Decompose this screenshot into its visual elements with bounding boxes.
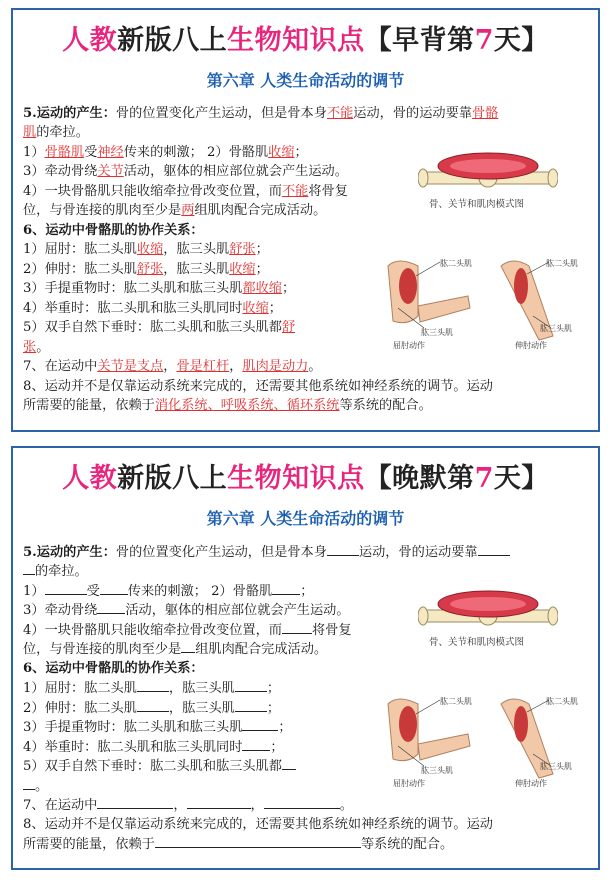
title-day-number: 7 [474, 463, 494, 494]
fill-blank[interactable] [45, 582, 87, 595]
text: 受 [84, 145, 98, 160]
fill-blank[interactable] [282, 621, 312, 634]
text: 5）双手自然下垂时：肱二头肌和肱三头肌都 [23, 320, 282, 335]
text: ； [278, 720, 292, 735]
fill-blank[interactable] [242, 718, 278, 731]
text: ， [250, 798, 264, 813]
fill-blank[interactable] [23, 777, 35, 790]
text-line [23, 144, 308, 162]
answer: 消化系统、呼吸系统、循环系统 [154, 398, 340, 413]
text-line [23, 202, 326, 220]
text: 3）牵动骨绕 [23, 603, 98, 618]
title-day-suffix: 天】 [493, 463, 549, 494]
text: ； [300, 584, 314, 599]
text: 组肌肉配合完成活动。 [194, 203, 327, 218]
biceps-label: 肱二头肌 [440, 259, 472, 268]
text: 。 [35, 779, 49, 794]
figure-caption: 骨、关节和肌肉模式图 [429, 199, 525, 210]
text: ； [255, 262, 269, 277]
text-line [23, 796, 353, 815]
text: ，肱三头肌 [163, 242, 230, 257]
text-line [23, 300, 282, 318]
text: ， [163, 359, 177, 374]
answer: 关节 [97, 164, 124, 179]
triceps-label: 肱三头肌 [540, 324, 572, 333]
fill-blank[interactable] [100, 582, 128, 595]
title-day-suffix: 天】 [493, 25, 549, 56]
answer: 两 [181, 203, 195, 218]
text: 所需要的能量，依赖于 [23, 837, 155, 852]
fill-blank[interactable] [137, 699, 169, 712]
text: ； [266, 681, 281, 696]
title-edition: 新版八上 [117, 25, 228, 56]
title-day-prefix: 【晚默第 [364, 463, 475, 494]
text: ， [229, 359, 243, 374]
answer: 舒张 [136, 262, 164, 277]
answer: 舒 [281, 320, 296, 335]
text-line [23, 163, 348, 181]
text: ，肱三头肌 [168, 681, 235, 696]
text-line [23, 835, 453, 854]
answer: 收缩 [136, 242, 164, 257]
text: 7、在运动中 [23, 798, 98, 813]
fill-blank[interactable] [181, 640, 195, 653]
answer: 收缩 [229, 262, 256, 277]
text-line [23, 543, 510, 562]
text: 位，与骨连接的肌肉至少是 [23, 203, 182, 218]
text: 运动，骨的运动要靠 [358, 545, 478, 560]
text-line: 8、运动并不是仅靠运动系统来完成的，还需要其他系统如神经系统的调节。运动 [23, 817, 493, 832]
text: 2）伸肘：肱二头肌 [23, 262, 137, 277]
triceps-label: 肱三头肌 [540, 762, 572, 771]
extend-label: 伸肘动作 [515, 779, 547, 788]
text: 活动，躯体的相应部位就会产生运动。 [123, 164, 348, 179]
fill-blank[interactable] [97, 601, 125, 614]
text: ； [266, 701, 281, 716]
title-edition: 新版八上 [117, 463, 228, 494]
text-line [23, 358, 322, 376]
text: ； [270, 740, 284, 755]
text: 骨的位置变化产生运动，但是骨本身 [115, 106, 327, 121]
fill-blank[interactable] [264, 796, 340, 809]
text-line [23, 640, 327, 659]
section-label: 5.运动的产生： [23, 106, 116, 121]
answer: 收缩 [242, 301, 269, 316]
flex-label: 屈肘动作 [393, 341, 425, 350]
text: ； [294, 145, 308, 160]
text: ，肱三头肌 [168, 701, 235, 716]
text: 运动，骨的运动要靠 [353, 106, 472, 121]
fill-blank[interactable] [242, 738, 270, 751]
fill-blank[interactable] [235, 699, 267, 712]
fill-blank[interactable] [478, 543, 510, 556]
text-line [23, 718, 292, 737]
text-line [23, 621, 352, 640]
fill-blank[interactable] [137, 679, 169, 692]
text: 1）屈肘：肱二头肌 [23, 242, 137, 257]
text: 2）伸肘：肱二头肌 [23, 701, 137, 716]
triceps-label: 肱三头肌 [421, 766, 453, 775]
text: 。 [308, 359, 322, 374]
answer: 不能 [281, 184, 309, 199]
answer: 神经 [97, 145, 124, 160]
text: 活动，躯体的相应部位就会产生运动。 [125, 603, 350, 618]
text-line [23, 105, 498, 123]
text: 传来的刺激； 2）骨骼肌 [127, 584, 273, 599]
answer: 收缩 [268, 145, 295, 160]
figure-caption: 骨、关节和肌肉模式图 [429, 637, 525, 648]
fill-blank[interactable] [155, 835, 361, 848]
text-line [23, 777, 48, 796]
extend-label: 伸肘动作 [515, 341, 547, 350]
chapter-heading: 第六章 人类生命活动的调节 [206, 509, 405, 528]
title-brand: 人教 [62, 25, 118, 56]
text: ； [268, 301, 282, 316]
title-subject: 生物知识点 [227, 463, 365, 494]
answer: 骨骼 [471, 106, 499, 121]
fill-blank[interactable] [282, 757, 296, 770]
title-day-number: 7 [474, 25, 494, 56]
biceps-label: 肱二头肌 [546, 697, 578, 706]
text: 4）一块骨骼肌只能收缩牵拉骨改变位置，而 [23, 623, 282, 638]
section-label: 5.运动的产生： [23, 545, 116, 560]
text: 4）举重时：肱二头肌和肱三头肌同时 [23, 740, 243, 755]
text: 7、在运动中 [23, 359, 98, 374]
text: ； [255, 242, 269, 257]
fill-blank[interactable] [23, 562, 35, 575]
text: 等系统的配合。 [360, 837, 454, 852]
text-line: 8、运动并不是仅靠运动系统来完成的，还需要其他系统如神经系统的调节。运动 [23, 379, 493, 394]
text: 位，与骨连接的肌肉至少是 [23, 642, 182, 657]
section-heading: 6、运动中骨骼肌的协作关系： [23, 661, 204, 676]
text: ，肱三头肌 [163, 262, 230, 277]
answer: 骨是杠杆 [176, 359, 230, 374]
page-title [13, 456, 598, 495]
text: 的牵拉。 [36, 125, 89, 140]
evening-card [11, 446, 600, 870]
text: 1） [23, 584, 45, 599]
title-brand: 人教 [62, 463, 118, 494]
text: 受 [86, 584, 100, 599]
text-line [23, 124, 89, 142]
text: 1）屈肘：肱二头肌 [23, 681, 137, 696]
text-line [23, 397, 432, 415]
answer: 关节是支点 [97, 359, 164, 374]
text: 传来的刺激； 2）骨骼肌 [123, 145, 269, 160]
answer: 不能 [326, 106, 354, 121]
text-line [23, 339, 49, 357]
answer: 舒张 [229, 242, 256, 257]
text-line [23, 319, 295, 337]
title-subject: 生物知识点 [227, 25, 365, 56]
fill-blank[interactable] [327, 543, 359, 556]
text: 3）手提重物时：肱二头肌和肱三头肌 [23, 720, 243, 735]
answer: 肌肉是动力 [242, 359, 309, 374]
answer: 骨骼肌 [44, 145, 85, 160]
page-title [13, 18, 598, 57]
text: 5）双手自然下垂时：肱二头肌和肱三头肌都 [23, 759, 282, 774]
chapter-heading: 第六章 人类生命活动的调节 [206, 71, 405, 90]
text: 4）举重时：肱二头肌和肱三头肌同时 [23, 301, 243, 316]
text-line [23, 562, 88, 581]
flex-label: 屈肘动作 [393, 779, 425, 788]
text: ； [281, 281, 296, 296]
text-line [23, 582, 313, 601]
text: 3）手提重物时：肱二头肌和肱三头肌 [23, 281, 243, 296]
text: 。 [339, 798, 353, 813]
text: 1） [23, 145, 45, 160]
text: 4）一块骨骼肌只能收缩牵拉骨改变位置，而 [23, 184, 282, 199]
text: 将骨复 [308, 184, 348, 199]
text-line [23, 738, 284, 757]
text: 的牵拉。 [35, 564, 88, 579]
fill-blank[interactable] [187, 796, 251, 809]
fill-blank[interactable] [272, 582, 300, 595]
text-line [23, 757, 296, 776]
text-line [23, 241, 269, 259]
text: 将骨复 [311, 623, 352, 638]
text-line [23, 183, 348, 201]
text: 等系统的配合。 [339, 398, 432, 413]
biceps-label: 肱二头肌 [546, 259, 578, 268]
text: 所需要的能量，依赖于 [23, 398, 155, 413]
triceps-label: 肱三头肌 [421, 328, 453, 337]
text: 3）牵动骨绕 [23, 164, 98, 179]
text-line [23, 679, 280, 698]
title-day-prefix: 【早背第 [364, 25, 475, 56]
fill-blank[interactable] [235, 679, 267, 692]
morning-card [11, 8, 600, 432]
text-line [23, 699, 280, 718]
answer: 张 [23, 340, 37, 355]
fill-blank[interactable] [97, 796, 173, 809]
text-line [23, 261, 269, 279]
text-line [23, 601, 350, 620]
text-line [23, 280, 295, 298]
section-heading: 6、运动中骨骼肌的协作关系： [23, 223, 204, 238]
text: 骨的位置变化产生运动，但是骨本身 [115, 545, 327, 560]
biceps-label: 肱二头肌 [440, 697, 472, 706]
text: 。 [36, 340, 50, 355]
answer: 肌 [23, 125, 37, 140]
answer: 都收缩 [242, 281, 282, 296]
text: ， [173, 798, 187, 813]
text: 组肌肉配合完成活动。 [195, 642, 328, 657]
